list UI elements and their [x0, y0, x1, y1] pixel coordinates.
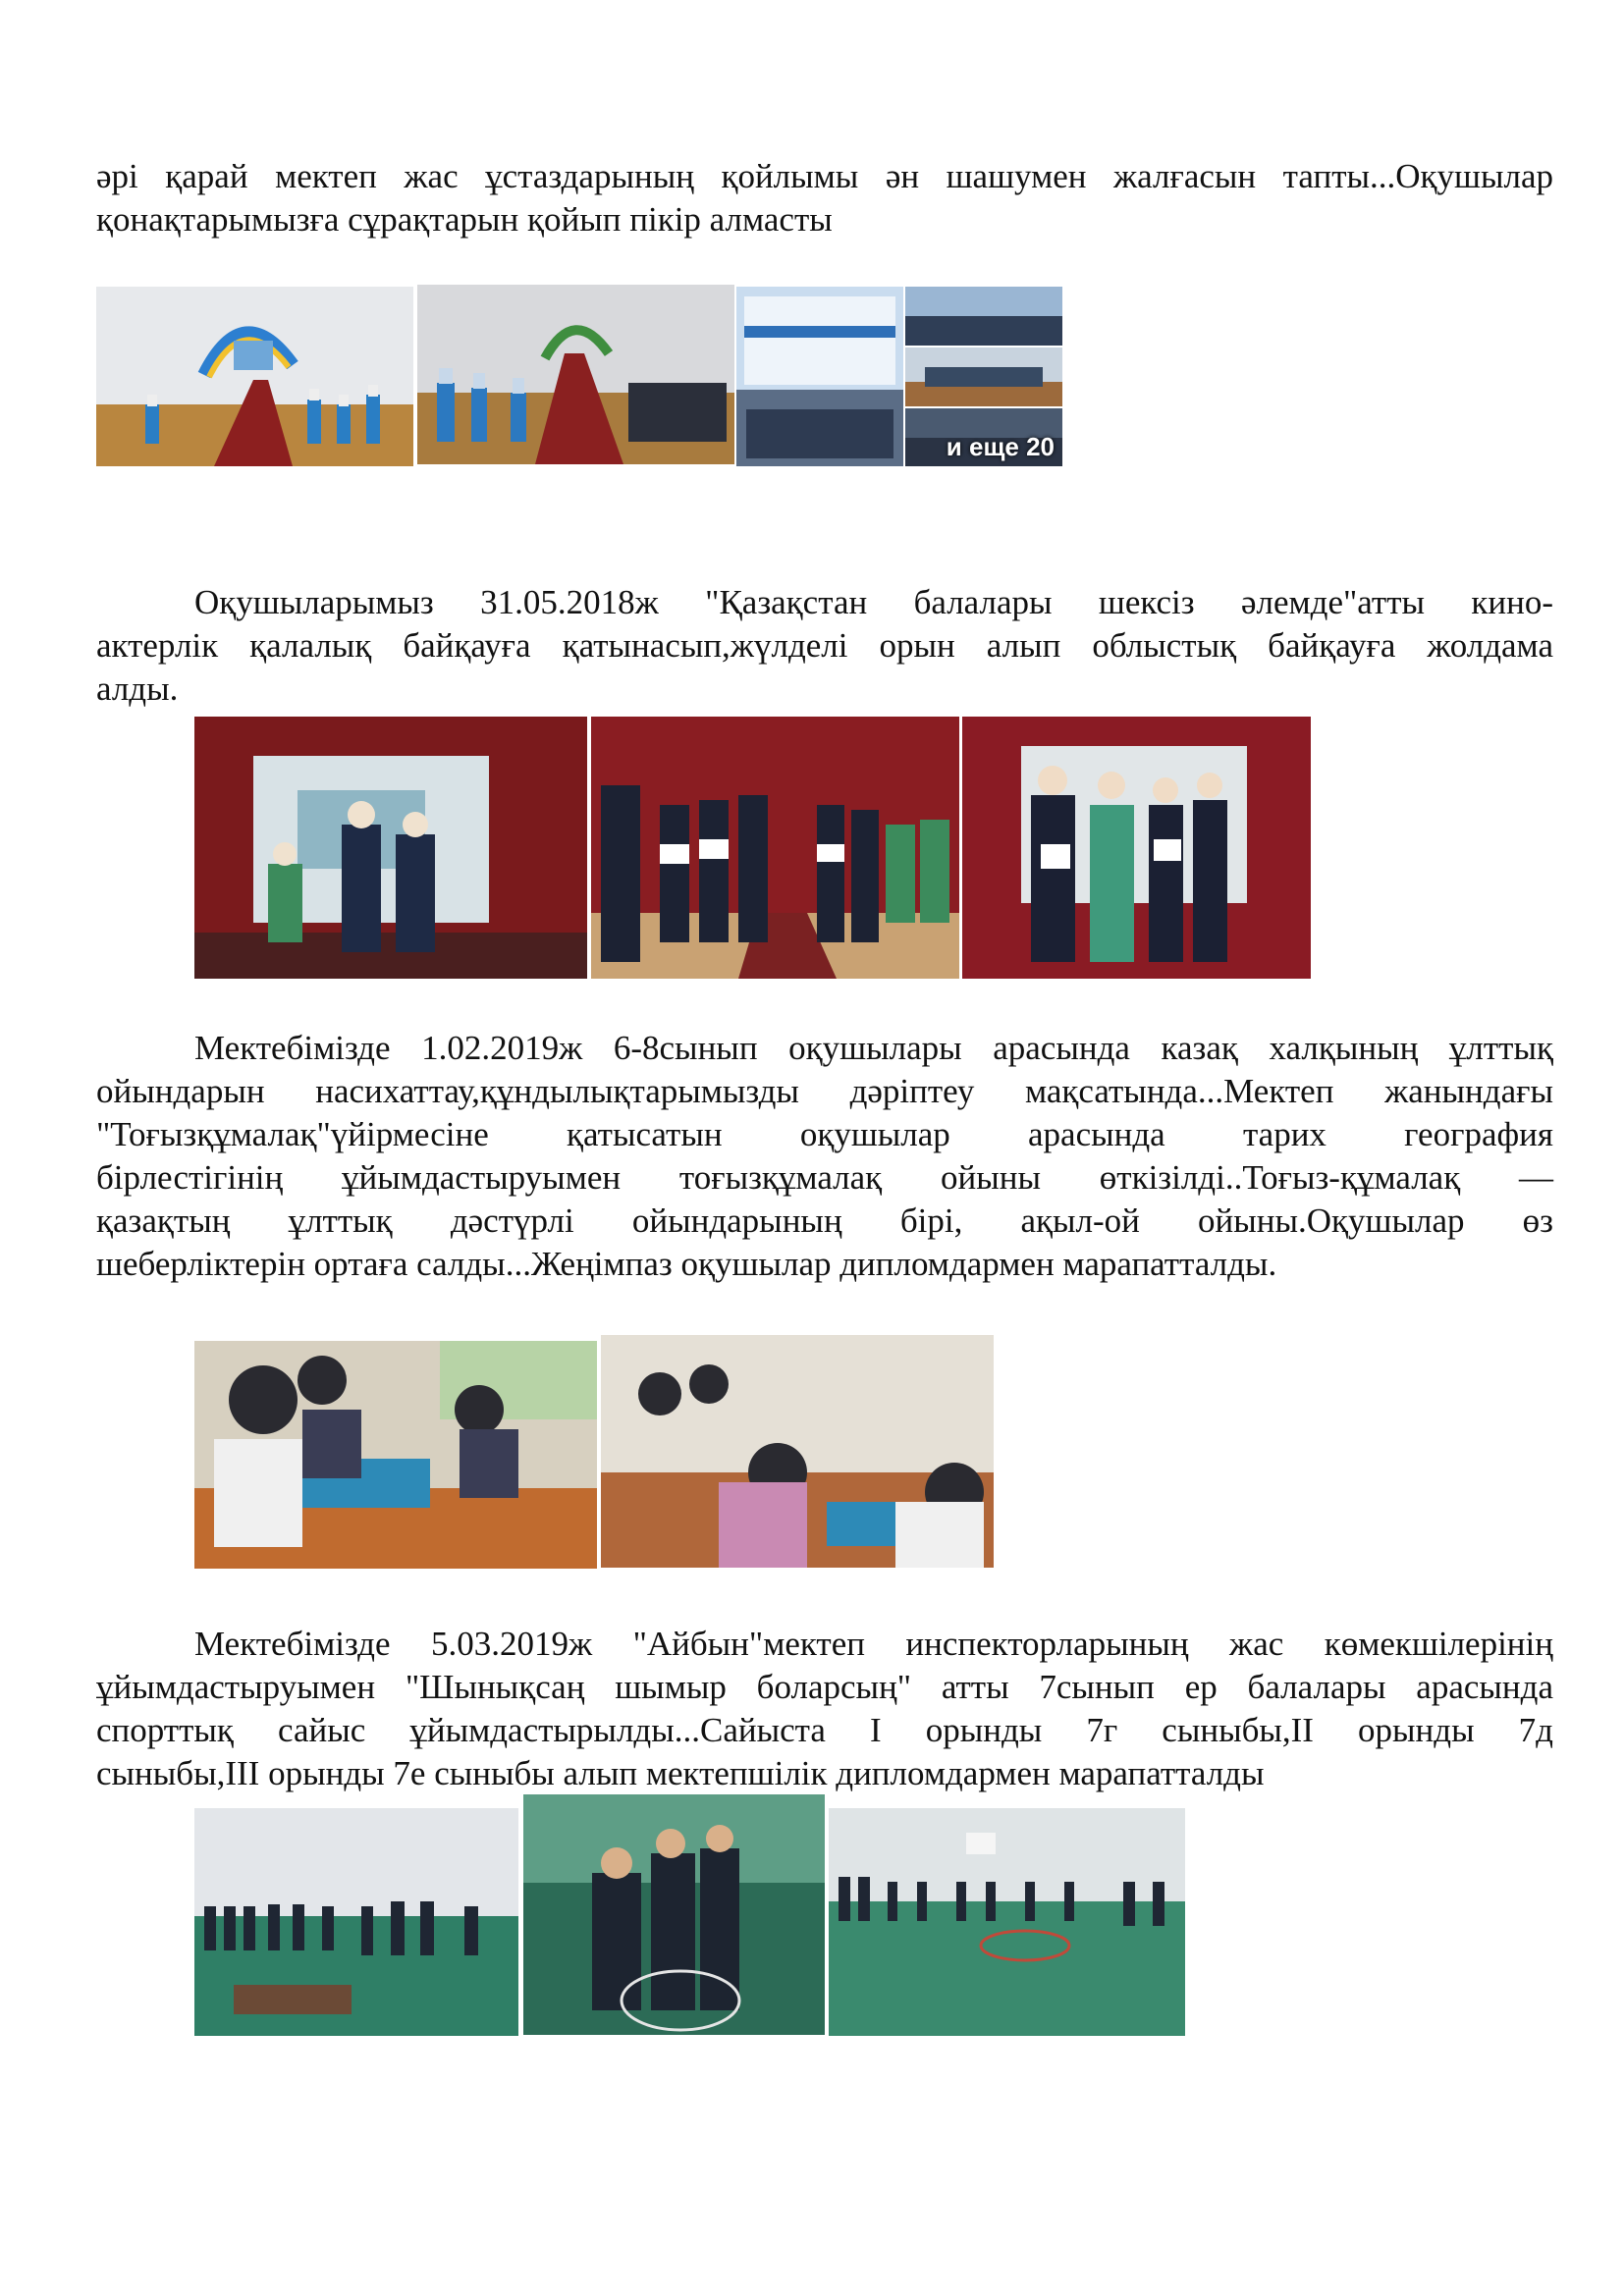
photo-gym-activity: [523, 1794, 825, 2035]
paragraph-line: қазақтың ұлттық дәстүрлі ойындарының бірі, ақыл-ой ойыны.Оқушылар өз: [96, 1201, 1553, 1240]
photo-thumbnail-2: [905, 347, 1062, 406]
paragraph-line: Мектебімізде 5.03.2019ж "Айбын"мектеп инспекторларының жас көмекшілерінің: [194, 1625, 1553, 1663]
photo-togyz-kumalak-2: [601, 1335, 994, 1568]
photo-gym-wide: [829, 1808, 1185, 2036]
photo-conference-banner: [736, 287, 903, 466]
photo-hall-dance-1: [96, 287, 413, 466]
paragraph-line: әрі қарай мектеп жас ұстаздарының қойлымы ән шашумен жалғасын тапты...Оқушылар: [96, 157, 1553, 195]
photo-thumbnail-more[interactable]: [905, 408, 1062, 466]
paragraph-line: сыныбы,ІІІ орынды 7е сыныбы алып мектепшілік дипломдармен марапатталды: [96, 1754, 1265, 1792]
paragraph-line: ойындарын насихаттау,құндылықтарымызды дәріптеу мақсатында...Мектеп жанындағы: [96, 1072, 1553, 1110]
paragraph-1: [96, 155, 1553, 241]
paragraph-line: қонақтарымызға сұрақтарын қойып пікір алмасты: [96, 200, 833, 239]
photo-stage-presentation: [194, 717, 587, 979]
photo-hall-dance-2: [417, 285, 734, 464]
paragraph-line: Мектебімізде 1.02.2019ж 6-8сынып оқушылары арасында казақ халқының ұлттық: [194, 1029, 1553, 1067]
photo-gym-lineup: [194, 1808, 518, 2036]
photo-thumbnail-1: [905, 287, 1062, 346]
more-photos-label[interactable]: и еще 20: [946, 432, 1055, 461]
paragraph-line: ұйымдастыруымен "Шынықсаң шымыр боларсың" атты 7сынып ер балалары арасында: [96, 1668, 1553, 1706]
paragraph-line: алды.: [96, 669, 179, 708]
paragraph-2: [96, 581, 1553, 711]
paragraph-line: актерлік қалалық байқауға қатынасып,жүлделі орын алып облыстық байқауға жолдама: [96, 626, 1553, 665]
photo-group-certificates: [591, 717, 959, 979]
photo-award-winners: [962, 717, 1311, 979]
paragraph-line: "Тоғызқұмалақ"үйірмесіне қатысатын оқушылар арасында тарих география: [96, 1115, 1553, 1153]
paragraph-3: [96, 1027, 1553, 1286]
paragraph-line: шеберліктерін ортаға салды...Жеңімпаз оқушылар дипломдармен марапатталды.: [96, 1245, 1277, 1283]
paragraph-line: бірлестігінің ұйымдастыруымен тоғызқұмалақ ойыны өткізілді..Тоғыз-құмалақ —: [96, 1158, 1553, 1197]
photo-togyz-kumalak-1: [194, 1341, 597, 1569]
paragraph-line: Оқушыларымыз 31.05.2018ж "Қазақстан балалары шексіз әлемде"атты кино-: [194, 583, 1553, 621]
paragraph-4: [96, 1623, 1553, 1795]
paragraph-line: спорттық сайыс ұйымдастырылды...Сайыста І орынды 7г сыныбы,ІІ орынды 7д: [96, 1711, 1553, 1749]
